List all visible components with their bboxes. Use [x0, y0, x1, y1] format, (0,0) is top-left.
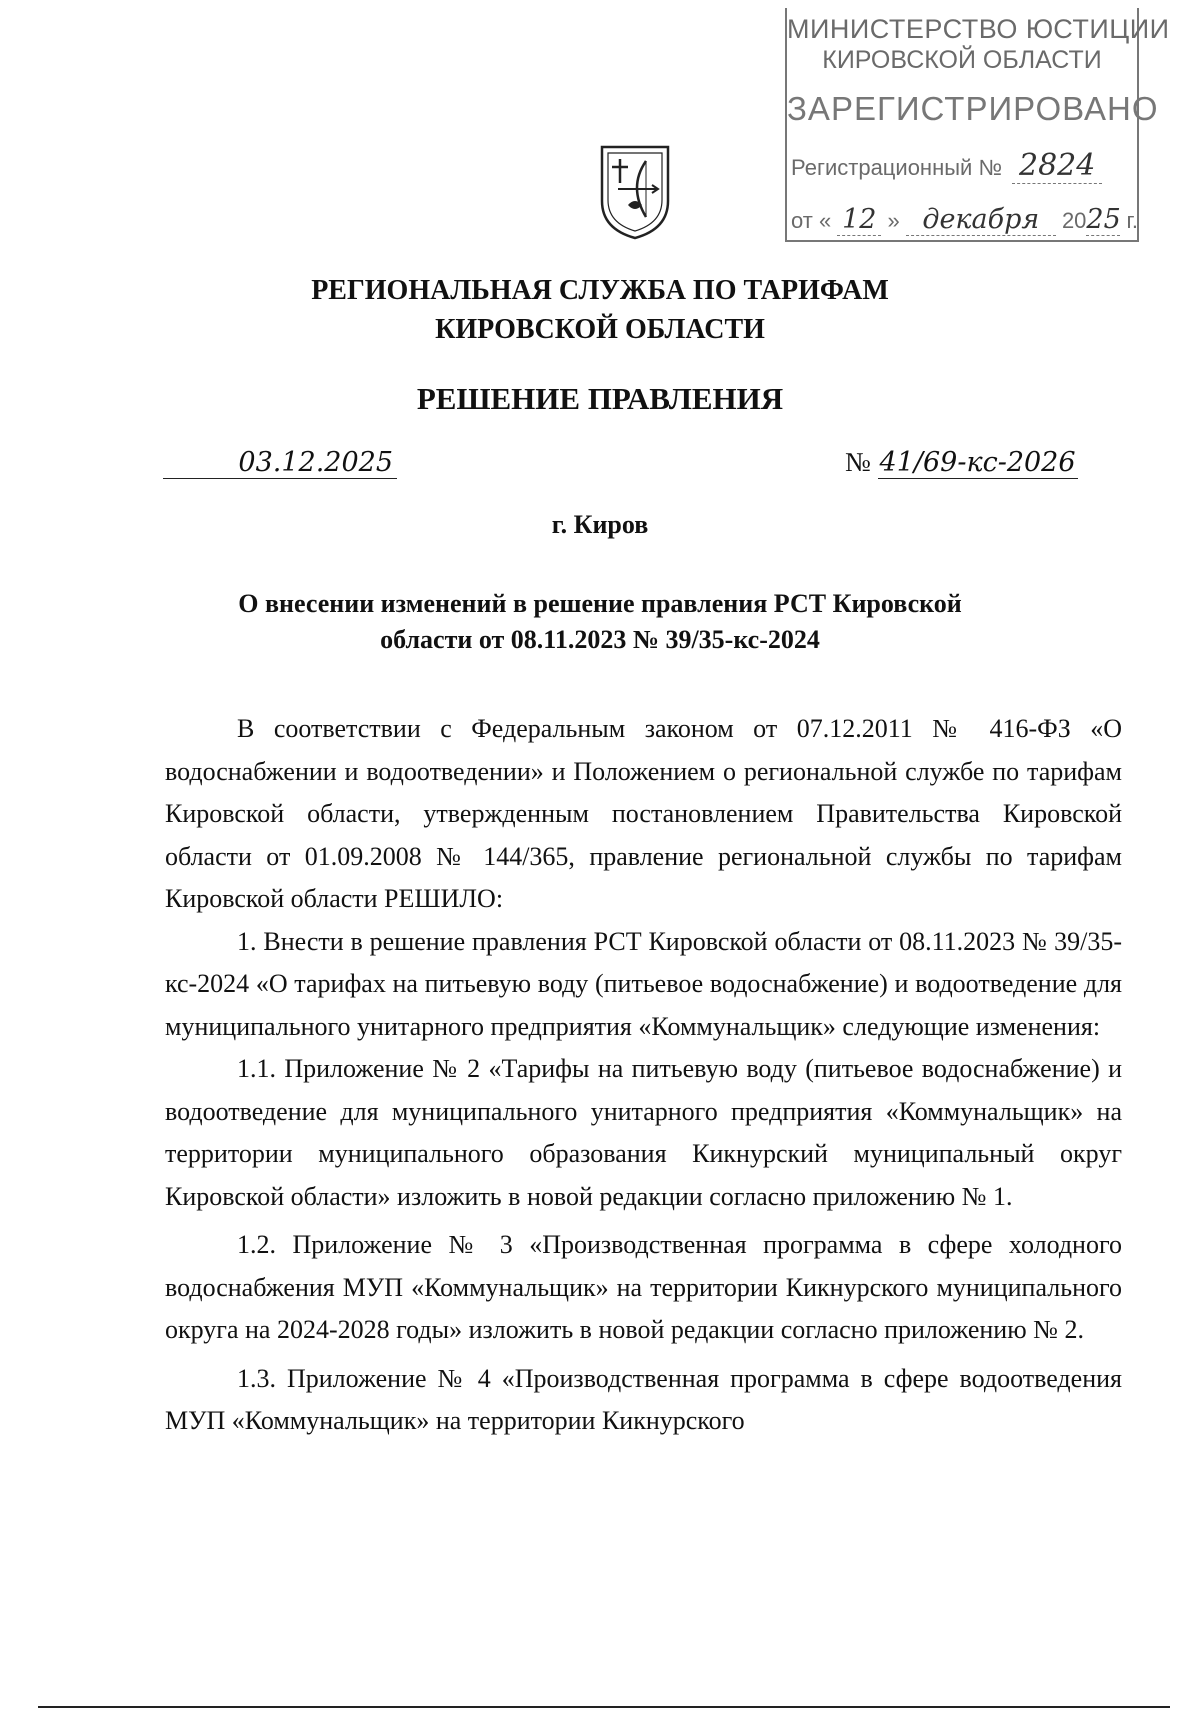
- stamp-date-suffix: г.: [1126, 208, 1138, 233]
- stamp-registered: ЗАРЕГИСТРИРОВАНО: [787, 90, 1159, 127]
- stamp-date-mid: »: [887, 208, 900, 233]
- stamp-date-year-prefix: 20: [1061, 208, 1087, 233]
- stamp-date-prefix: от «: [791, 208, 832, 233]
- coat-of-arms-icon: [598, 143, 672, 241]
- decision-number-value: 41/69-кс-2026: [879, 447, 1076, 478]
- stamp-registration-number: [791, 148, 1102, 184]
- stamp-date-month: декабря: [906, 204, 1056, 236]
- body-paragraph-item-1-2: 1.2. Приложение № 3 «Производственная программа в сфере холодного водоснабжения МУП «Коммунальщик» на территории Кикнурского муниципального округа на 2024-2028 годы» изложить в новой редакции согласно приложению № 2.: [165, 1230, 1122, 1344]
- stamp-regno-label: Регистрационный №: [791, 155, 1003, 180]
- decision-number: [845, 447, 1078, 478]
- body-paragraph-item-1-1: 1.1. Приложение № 2 «Тарифы на питьевую воду (питьевое водоснабжение) и водоотведение для муниципального унитарного предприятия «Коммунальщик» на территории муниципального образования Кикнурский муниципальный округ Кировской области» изложить в новой редакции согласно приложению № 1.: [165, 1054, 1122, 1211]
- footer-divider: [38, 1706, 1170, 1708]
- stamp-date: [791, 204, 1138, 236]
- registration-stamp: [785, 8, 1170, 242]
- body-paragraph-item-1: 1. Внести в решение правления РСТ Кировской области от 08.11.2023 № 39/35-кс-2024 «О тарифах на питьевую воду (питьевое водоснабжение) и водоотведение для муниципального унитарного предприятия «Коммунальщик» следующие изменения:: [165, 926, 1122, 1041]
- document-body: [165, 708, 1122, 1443]
- document-type: РЕШЕНИЕ ПРАВЛЕНИЯ: [416, 381, 784, 416]
- organization-name-line1: РЕГИОНАЛЬНАЯ СЛУЖБА ПО ТАРИФАМ: [311, 275, 889, 306]
- organization-name-line2: КИРОВСКОЙ ОБЛАСТИ: [435, 314, 765, 345]
- stamp-regno-value: 2824: [1012, 148, 1102, 184]
- subject-line2: области от 08.11.2023 № 39/35-кс-2024: [380, 625, 820, 654]
- body-paragraph-preamble: В соответствии с Федеральным законом от 07.12.2011 № 416-ФЗ «О водоснабжении и водоотведении» и Положением о региональной службе по тарифам Кировской области, утвержденным постановлением Правительства Кировской области от 01.09.2008 № 144/365, правление региональной службы по тарифам Кировской области РЕШИЛО:: [165, 714, 1122, 913]
- subject-line1: О внесении изменений в решение правления РСТ Кировской: [238, 589, 962, 618]
- decision-number-label: №: [845, 447, 871, 477]
- stamp-date-year: 25: [1086, 204, 1121, 235]
- city: г. Киров: [551, 510, 649, 539]
- stamp-date-day: 12: [837, 204, 881, 236]
- body-paragraph-item-1-3: 1.3. Приложение № 4 «Производственная программа в сфере водоотведения МУП «Коммунальщик» на территории Кикнурского: [165, 1363, 1122, 1435]
- stamp-region: КИРОВСКОЙ ОБЛАСТИ: [822, 46, 1102, 74]
- stamp-ministry: МИНИСТЕРСТВО ЮСТИЦИИ: [787, 14, 1170, 44]
- decision-date: 03.12.2025: [163, 447, 397, 479]
